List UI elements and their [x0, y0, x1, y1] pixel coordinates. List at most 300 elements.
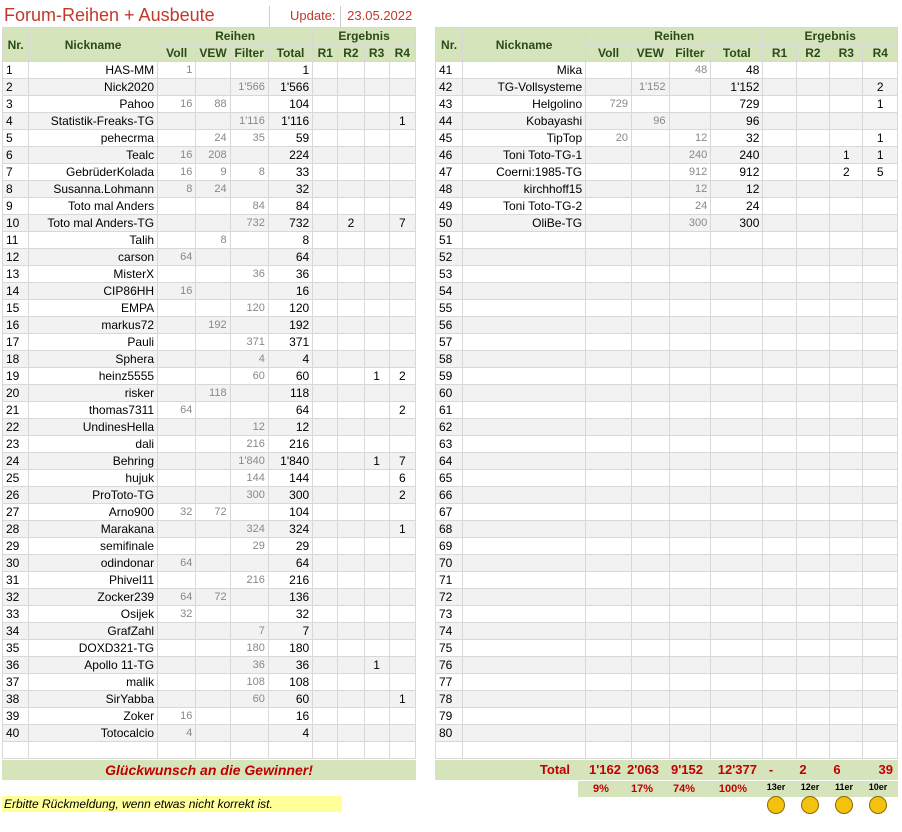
row-total: 216 — [268, 572, 312, 589]
header-divider-2 — [340, 6, 341, 28]
row-vew — [196, 470, 230, 487]
header-voll: Voll — [586, 45, 632, 62]
table-row — [436, 198, 898, 215]
row-nickname: Phivel11 — [29, 572, 158, 589]
row-r3 — [830, 334, 863, 351]
row-filter — [669, 283, 711, 300]
row-r1 — [763, 198, 796, 215]
row-r3 — [830, 691, 863, 708]
row-filter: 84 — [230, 198, 268, 215]
table-row — [436, 623, 898, 640]
row-total — [711, 589, 763, 606]
row-total — [711, 402, 763, 419]
row-filter — [669, 96, 711, 113]
row-vew — [632, 640, 670, 657]
table-row — [436, 147, 898, 164]
row-r1 — [763, 691, 796, 708]
row-r2 — [338, 130, 364, 147]
row-total: 1'566 — [268, 79, 312, 96]
row-total: 36 — [268, 657, 312, 674]
row-nr: 49 — [436, 198, 463, 215]
row-r2 — [796, 504, 829, 521]
row-r3 — [364, 351, 389, 368]
row-filter: 300 — [230, 487, 268, 504]
row-r1 — [763, 351, 796, 368]
row-filter: 12 — [669, 130, 711, 147]
row-vew — [632, 538, 670, 555]
row-nr: 73 — [436, 606, 463, 623]
row-r2 — [796, 232, 829, 249]
total-vew: 2'063 — [626, 762, 659, 777]
row-nr: 6 — [3, 147, 29, 164]
row-vew — [632, 470, 670, 487]
row-nr: 51 — [436, 232, 463, 249]
row-r4 — [863, 572, 898, 589]
row-r2 — [338, 640, 364, 657]
row-r3 — [364, 215, 389, 232]
row-r2 — [796, 453, 829, 470]
row-voll — [586, 351, 632, 368]
row-r1 — [763, 79, 796, 96]
row-r1 — [313, 640, 338, 657]
row-vew — [196, 436, 230, 453]
row-r1 — [313, 572, 338, 589]
header-nickname: Nickname — [463, 28, 586, 62]
table-row — [436, 470, 898, 487]
update-info — [290, 8, 412, 23]
row-total — [711, 708, 763, 725]
row-filter: 120 — [230, 300, 268, 317]
row-r2 — [796, 351, 829, 368]
row-total — [711, 504, 763, 521]
row-nr: 60 — [436, 385, 463, 402]
header-filter: Filter — [230, 45, 268, 62]
row-voll — [586, 419, 632, 436]
table-row — [436, 385, 898, 402]
row-nr: 67 — [436, 504, 463, 521]
row-voll — [158, 521, 196, 538]
row-nickname: Osijek — [29, 606, 158, 623]
row-vew — [632, 708, 670, 725]
row-nickname: OliBe-TG — [463, 215, 586, 232]
total-r1: - — [768, 762, 774, 777]
row-nr: 57 — [436, 334, 463, 351]
row-r3 — [364, 113, 389, 130]
row-nickname: Nick2020 — [29, 79, 158, 96]
header-reihen: Reihen — [158, 28, 313, 45]
row-r4: 2 — [389, 368, 415, 385]
row-voll — [586, 640, 632, 657]
row-filter — [230, 249, 268, 266]
row-r2 — [796, 589, 829, 606]
table-row — [436, 96, 898, 113]
row-r3 — [830, 62, 863, 79]
row-filter — [230, 504, 268, 521]
row-nickname: Toni Toto-TG-2 — [463, 198, 586, 215]
row-total: 104 — [268, 504, 312, 521]
spacer-cell — [632, 742, 670, 759]
row-voll — [586, 283, 632, 300]
row-vew — [196, 487, 230, 504]
header-nr: Nr. — [436, 28, 463, 62]
row-nickname — [463, 249, 586, 266]
row-total: 240 — [711, 147, 763, 164]
row-vew — [196, 674, 230, 691]
row-vew — [632, 317, 670, 334]
row-nr: 80 — [436, 725, 463, 742]
row-voll — [158, 79, 196, 96]
row-total — [711, 623, 763, 640]
row-filter — [669, 521, 711, 538]
header-r2: R2 — [796, 45, 829, 62]
row-vew — [632, 283, 670, 300]
row-total: 1'840 — [268, 453, 312, 470]
row-r4 — [389, 385, 415, 402]
row-vew — [196, 249, 230, 266]
row-r2 — [796, 198, 829, 215]
row-vew: 8 — [196, 232, 230, 249]
row-voll — [158, 215, 196, 232]
row-voll — [586, 555, 632, 572]
table-row — [436, 215, 898, 232]
row-r2 — [338, 300, 364, 317]
row-r1 — [763, 436, 796, 453]
table-row — [3, 300, 416, 317]
row-r2 — [796, 436, 829, 453]
row-r3 — [830, 589, 863, 606]
row-r2 — [796, 402, 829, 419]
row-r2 — [338, 62, 364, 79]
table-row — [436, 419, 898, 436]
row-voll — [586, 402, 632, 419]
row-r2 — [796, 725, 829, 742]
table-row — [436, 436, 898, 453]
row-nickname: TG-Vollsysteme — [463, 79, 586, 96]
row-r2 — [796, 470, 829, 487]
row-nr: 39 — [3, 708, 29, 725]
row-total — [711, 674, 763, 691]
winner-badges — [762, 780, 902, 820]
row-r1 — [763, 657, 796, 674]
row-filter — [230, 147, 268, 164]
row-vew: 96 — [632, 113, 670, 130]
row-total — [711, 368, 763, 385]
row-nickname: Helgolino — [463, 96, 586, 113]
row-nickname — [463, 419, 586, 436]
header-divider — [269, 6, 270, 28]
row-total: 7 — [268, 623, 312, 640]
row-r4 — [389, 419, 415, 436]
row-voll — [158, 351, 196, 368]
row-vew — [196, 538, 230, 555]
row-r1 — [313, 708, 338, 725]
row-total — [711, 419, 763, 436]
row-r3: 1 — [830, 147, 863, 164]
row-nr: 50 — [436, 215, 463, 232]
row-r3 — [830, 606, 863, 623]
table-row — [3, 164, 416, 181]
row-nickname — [463, 640, 586, 657]
row-nickname: malik — [29, 674, 158, 691]
row-r4: 1 — [389, 691, 415, 708]
row-voll — [586, 317, 632, 334]
row-r1 — [313, 283, 338, 300]
row-r2 — [796, 368, 829, 385]
row-total: 84 — [268, 198, 312, 215]
row-r2 — [796, 538, 829, 555]
row-r4 — [863, 725, 898, 742]
row-r1 — [763, 300, 796, 317]
row-voll — [586, 606, 632, 623]
row-r4 — [863, 691, 898, 708]
row-nr: 36 — [3, 657, 29, 674]
row-nr: 37 — [3, 674, 29, 691]
row-voll — [158, 674, 196, 691]
row-voll: 16 — [158, 147, 196, 164]
row-nickname — [463, 725, 586, 742]
row-vew — [196, 640, 230, 657]
header-total: Total — [268, 45, 312, 62]
row-r2 — [338, 538, 364, 555]
row-nickname — [463, 385, 586, 402]
row-nr: 78 — [436, 691, 463, 708]
row-r1 — [313, 691, 338, 708]
table-row — [3, 504, 416, 521]
row-vew — [196, 79, 230, 96]
table-row — [3, 198, 416, 215]
row-filter — [230, 283, 268, 300]
row-r4 — [863, 419, 898, 436]
row-nickname: GebrüderKolada — [29, 164, 158, 181]
row-total — [711, 572, 763, 589]
row-nr: 1 — [3, 62, 29, 79]
row-total: 300 — [268, 487, 312, 504]
row-nr: 26 — [3, 487, 29, 504]
row-r3 — [364, 504, 389, 521]
row-r3 — [364, 470, 389, 487]
row-r3 — [830, 572, 863, 589]
row-r1 — [763, 521, 796, 538]
row-nickname: kirchhoff15 — [463, 181, 586, 198]
row-r4: 2 — [389, 487, 415, 504]
row-nickname: Zocker239 — [29, 589, 158, 606]
row-nickname — [463, 351, 586, 368]
row-r1 — [763, 368, 796, 385]
row-r1 — [313, 470, 338, 487]
row-voll — [158, 317, 196, 334]
row-r2 — [338, 317, 364, 334]
row-r4: 7 — [389, 453, 415, 470]
table-row — [436, 640, 898, 657]
row-nr: 9 — [3, 198, 29, 215]
row-voll — [586, 708, 632, 725]
row-voll — [158, 487, 196, 504]
row-r2 — [796, 555, 829, 572]
row-r4 — [863, 521, 898, 538]
row-r1 — [763, 266, 796, 283]
row-vew — [632, 623, 670, 640]
row-total: 64 — [268, 402, 312, 419]
table-row — [3, 640, 416, 657]
row-r2 — [796, 181, 829, 198]
row-r1 — [313, 402, 338, 419]
row-vew: 72 — [196, 589, 230, 606]
row-total: 1'116 — [268, 113, 312, 130]
row-vew — [196, 300, 230, 317]
row-total: 729 — [711, 96, 763, 113]
table-row — [436, 487, 898, 504]
row-r1 — [313, 300, 338, 317]
update-date: 23.05.2022 — [347, 8, 413, 23]
row-r4 — [863, 504, 898, 521]
row-r2 — [796, 300, 829, 317]
row-r2 — [796, 317, 829, 334]
row-voll — [586, 691, 632, 708]
row-r4 — [389, 283, 415, 300]
row-r1 — [313, 334, 338, 351]
row-r4 — [863, 436, 898, 453]
row-nickname: Tealc — [29, 147, 158, 164]
header-filter: Filter — [669, 45, 711, 62]
badge-11er-label: 11er — [834, 782, 854, 792]
row-r4: 1 — [863, 130, 898, 147]
row-r3 — [364, 521, 389, 538]
row-voll — [586, 266, 632, 283]
table-row — [3, 453, 416, 470]
ranking-table-right — [435, 27, 898, 759]
row-r2 — [796, 130, 829, 147]
row-r4 — [389, 334, 415, 351]
row-nickname: pehecrma — [29, 130, 158, 147]
row-filter — [669, 725, 711, 742]
table-row — [436, 62, 898, 79]
row-nr: 42 — [436, 79, 463, 96]
total-filter: 9'152 — [670, 762, 703, 777]
row-nr: 5 — [3, 130, 29, 147]
row-r1 — [763, 317, 796, 334]
row-total — [711, 640, 763, 657]
spacer-cell — [158, 742, 196, 759]
row-r3 — [830, 198, 863, 215]
row-vew — [632, 181, 670, 198]
row-r1 — [763, 674, 796, 691]
row-r1 — [313, 266, 338, 283]
row-filter — [669, 113, 711, 130]
spacer-cell — [830, 742, 863, 759]
row-r4 — [863, 555, 898, 572]
row-r1 — [763, 232, 796, 249]
row-vew: 192 — [196, 317, 230, 334]
row-voll — [158, 385, 196, 402]
row-voll — [158, 470, 196, 487]
row-r4 — [389, 130, 415, 147]
table-row — [3, 79, 416, 96]
row-voll: 64 — [158, 555, 196, 572]
header-nr: Nr. — [3, 28, 29, 62]
row-nr: 66 — [436, 487, 463, 504]
row-r3 — [830, 351, 863, 368]
row-voll: 32 — [158, 606, 196, 623]
row-nickname — [463, 572, 586, 589]
row-nr: 35 — [3, 640, 29, 657]
row-voll — [158, 640, 196, 657]
row-r4 — [389, 249, 415, 266]
row-r2 — [796, 215, 829, 232]
table-row — [436, 164, 898, 181]
row-r2 — [796, 657, 829, 674]
row-voll — [586, 249, 632, 266]
spacer-cell — [436, 742, 463, 759]
row-r1 — [313, 96, 338, 113]
row-r1 — [763, 589, 796, 606]
total-r2: 2 — [799, 762, 807, 777]
row-nickname: heinz5555 — [29, 368, 158, 385]
row-r4 — [863, 334, 898, 351]
totals-row — [435, 760, 898, 780]
row-vew: 88 — [196, 96, 230, 113]
row-vew — [196, 402, 230, 419]
table-row — [3, 232, 416, 249]
table-row — [3, 266, 416, 283]
row-filter: 324 — [230, 521, 268, 538]
row-nr: 22 — [3, 419, 29, 436]
row-nickname: Talih — [29, 232, 158, 249]
row-filter: 29 — [230, 538, 268, 555]
row-vew — [196, 113, 230, 130]
row-vew — [632, 300, 670, 317]
ranking-table-left — [2, 27, 416, 759]
row-r4 — [863, 589, 898, 606]
row-r3 — [830, 113, 863, 130]
row-r3 — [364, 606, 389, 623]
row-r4 — [863, 674, 898, 691]
row-filter — [669, 470, 711, 487]
row-r2 — [338, 691, 364, 708]
row-r2 — [796, 572, 829, 589]
row-total — [711, 538, 763, 555]
row-vew — [196, 198, 230, 215]
row-r4 — [389, 164, 415, 181]
row-voll: 16 — [158, 164, 196, 181]
row-nickname — [463, 487, 586, 504]
row-r2 — [338, 283, 364, 300]
row-vew — [196, 555, 230, 572]
row-nickname: Susanna.Lohmann — [29, 181, 158, 198]
row-nickname: Statistik-Freaks-TG — [29, 113, 158, 130]
row-total: 104 — [268, 96, 312, 113]
row-r3 — [364, 130, 389, 147]
row-r3 — [364, 181, 389, 198]
row-voll — [586, 147, 632, 164]
row-r3: 1 — [364, 453, 389, 470]
row-r4 — [863, 62, 898, 79]
row-nickname: Totocalcio — [29, 725, 158, 742]
row-nr: 2 — [3, 79, 29, 96]
row-r1 — [763, 419, 796, 436]
row-r2 — [796, 283, 829, 300]
row-r4 — [863, 402, 898, 419]
row-total: 136 — [268, 589, 312, 606]
row-r2 — [796, 487, 829, 504]
row-voll — [586, 334, 632, 351]
row-nr: 61 — [436, 402, 463, 419]
table-row — [436, 130, 898, 147]
update-label: Update: — [290, 8, 336, 23]
row-total: 32 — [711, 130, 763, 147]
row-r3 — [830, 266, 863, 283]
page-title: Forum-Reihen + Ausbeute — [4, 5, 215, 25]
row-r4 — [863, 249, 898, 266]
